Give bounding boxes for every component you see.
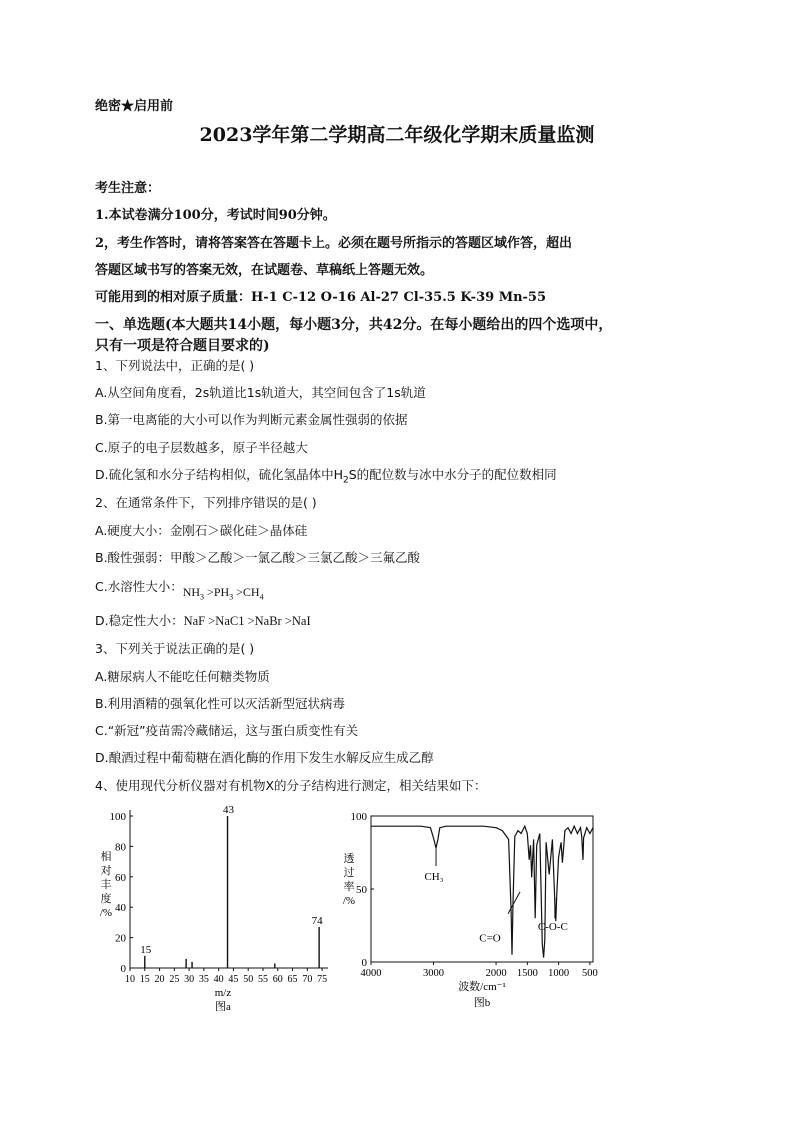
q1-option-d-post: S的配位数与冰中水分子的配位数相同: [348, 467, 557, 482]
q4-stem: 4、使用现代分析仪器对有机物X的分子结构进行测定，相关结果如下：: [95, 778, 487, 793]
x-tick-label: 1000: [548, 968, 570, 979]
formula-part: >CH: [233, 585, 260, 599]
q2-option-c-formula: [182, 585, 264, 602]
y-axis-label: 度: [100, 893, 112, 905]
peak-label: 15: [140, 943, 152, 956]
q2-option-d-formula: NaF >NaC1 >NaBr >NaI: [183, 614, 311, 628]
x-tick-label: 20: [154, 974, 165, 985]
q1-option-c: C.原子的电子层数越多，原子半径越大: [95, 440, 308, 455]
atomic-masses: 可能用到的相对原子质量：H-1 C-12 O-16 Al-27 Cl-35.5 K-39 Mn-55: [95, 290, 547, 305]
x-tick-label: 10: [125, 974, 135, 985]
peak-label: 74: [311, 914, 323, 927]
y-tick-label: 60: [115, 871, 126, 884]
q1-option-b: B.第一电离能的大小可以作为判断元素金属性强弱的依据: [95, 412, 408, 427]
y-tick-label: 50: [356, 884, 367, 896]
x-tick-label: 75: [317, 974, 328, 985]
y-tick-label: 0: [120, 963, 126, 975]
exam-title: 2023学年第二学期高二年级化学期末质量监测: [199, 124, 595, 146]
x-tick-label: 35: [198, 974, 209, 985]
x-tick-label: 1500: [516, 968, 538, 979]
q2-option-a: A.硬度大小：金刚石＞碳化硅＞晶体硅: [95, 523, 308, 538]
y-axis-label: 率: [343, 881, 355, 893]
x-tick-label: 4000: [360, 968, 382, 979]
x-tick-label: 50: [243, 974, 254, 985]
y-axis-label: 丰: [100, 879, 112, 891]
x-tick-label: 60: [272, 974, 283, 985]
q3-option-b: B.利用酒精的强氧化性可以灭活新型冠状病毒: [95, 696, 346, 711]
y-axis-label: /%: [99, 907, 113, 919]
q3-stem: 3、下列关于说法正确的是( ): [95, 641, 255, 656]
q1-option-d-sub: 2: [343, 475, 349, 486]
figure-caption: 图a: [215, 1001, 231, 1013]
notice-heading: 考生注意：: [95, 181, 161, 196]
notice-item-2a: 2，考生作答时，请将答案答在答题卡上。必须在题号所指示的答题区域作答，超出: [95, 236, 573, 251]
q3-option-a: A.糖尿病人不能吃任何糖类物质: [95, 669, 270, 684]
q2-option-c: [95, 578, 264, 601]
x-tick-label: 70: [302, 974, 313, 985]
x-tick-label: 3000: [423, 968, 445, 979]
formula-sub: 3: [200, 592, 205, 602]
x-axis-label: 波数/cm⁻¹: [458, 981, 506, 993]
x-tick-label: 65: [287, 974, 298, 985]
q2-option-c-label: C.水溶性大小：: [95, 579, 183, 594]
formula-part: >PH: [204, 585, 230, 599]
y-axis-label: /%: [342, 895, 356, 907]
section-heading-a: 一、单选题(本大题共14小题，每小题3分，共42分。在每小题给出的四个选项中，: [95, 317, 613, 333]
y-tick-label: 100: [350, 811, 367, 823]
formula-part: NH: [182, 585, 201, 599]
annotation-coc: C-O-C: [537, 920, 568, 933]
formula-sub: 3: [229, 592, 234, 602]
y-axis-label: 相: [100, 851, 112, 863]
q1-stem: 1、下列说法中，正确的是( ): [95, 358, 255, 373]
q2-option-d-label: D.稳定性大小：: [95, 613, 184, 628]
figure-caption: 图b: [473, 997, 491, 1009]
y-axis-label: 过: [343, 867, 355, 879]
annotation-pointer: [508, 892, 520, 914]
q1-option-d: [95, 466, 557, 490]
x-tick-label: 30: [184, 974, 195, 985]
peak-label: 43: [223, 804, 235, 816]
x-tick-label: 45: [228, 974, 239, 985]
x-tick-label: 500: [581, 968, 598, 979]
annotation-co: C=O: [479, 932, 501, 945]
x-tick-label: 40: [213, 974, 224, 985]
annotation-ch3: CH₃: [424, 871, 444, 884]
formula-sub: 4: [259, 592, 264, 602]
y-axis-label: 透: [343, 853, 355, 865]
y-tick-label: 40: [115, 902, 126, 915]
x-tick-label: 25: [169, 974, 180, 985]
q3-option-c: C.“新冠”疫苗需冷藏储运，这与蛋白质变性有关: [95, 723, 359, 738]
y-tick-label: 0: [361, 957, 367, 969]
x-tick-label: 55: [257, 974, 268, 985]
q2-option-b: B.酸性强弱：甲酸＞乙酸＞一氯乙酸＞三氯乙酸＞三氟乙酸: [95, 550, 421, 565]
q1-option-d-pre: D.硫化氢和水分子结构相似，硫化氢晶体中H: [95, 467, 343, 482]
x-axis-label: m/z: [214, 987, 232, 999]
section-heading-b: 只有一项是符合题目要求的): [95, 338, 270, 354]
q3-option-d: D.酿酒过程中葡萄糖在酒化酶的作用下发生水解反应生成乙醇: [95, 750, 434, 765]
ir-spectrum-chart: [335, 800, 600, 1020]
notice-item-1: 1.本试卷满分100分，考试时间90分钟。: [95, 208, 336, 223]
mass-spectrum-chart: [92, 800, 337, 1020]
x-tick-label: 2000: [485, 968, 507, 979]
q2-stem: 2、在通常条件下，下列排序错误的是( ): [95, 495, 317, 510]
y-tick-label: 80: [115, 841, 126, 854]
notice-item-2b: 答题区域书写的答案无效，在试题卷、草稿纸上答题无效。: [95, 263, 434, 278]
secret-label: 绝密★启用前: [95, 99, 174, 114]
q1-option-a: A.从空间角度看，2s轨道比1s轨道大，其空间包含了1s轨道: [95, 385, 426, 400]
y-tick-label: 100: [109, 811, 126, 823]
q2-option-d: [95, 612, 311, 630]
y-tick-label: 20: [115, 932, 126, 945]
x-tick-label: 15: [139, 974, 150, 985]
y-axis-label: 对: [100, 865, 112, 877]
